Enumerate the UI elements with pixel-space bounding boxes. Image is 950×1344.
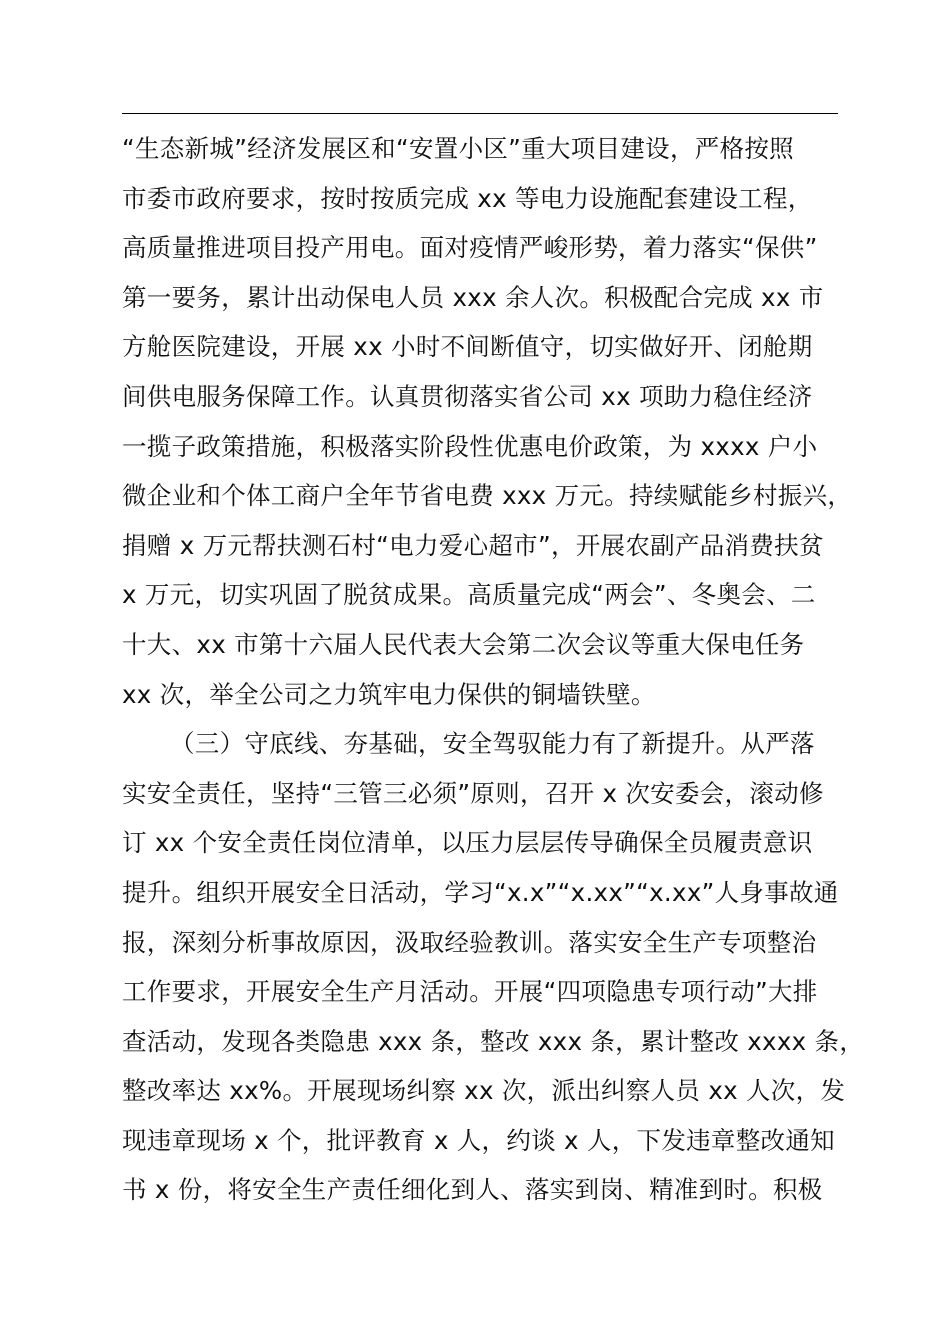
text-line: 订 xx 个安全责任岗位清单，以压力层层传导确保全员履责意识 [122,828,813,858]
text-line: 整改率达 xx%。开展现场纠察 xx 次，派出纠察人员 xx 人次，发 [122,1076,846,1106]
text-line: 第一要务，累计出动保电人员 xxx 余人次。积极配合完成 xx 市 [122,282,824,312]
text-line: 微企业和个体工商户全年节省电费 xxx 万元。持续赋能乡村振兴， [122,481,853,511]
text-line: 间供电服务保障工作。认真贯彻落实省公司 xx 项助力稳住经济 [122,381,813,411]
text-line-indented: （三）守底线、夯基础，安全驾驭能力有了新提升。从严落 [170,729,815,759]
text-line: 市委市政府要求，按时按质完成 xx 等电力设施配套建设工程， [122,183,813,213]
text-line: 捐赠 x 万元帮扶测石村“电力爱心超市”，开展农副产品消费扶贫 [122,530,824,560]
text-line: xx 次，举全公司之力筑牢电力保供的铜墙铁壁。 [122,679,656,709]
text-line: 实安全责任，坚持“三管三必须”原则，召开 x 次安委会，滚动修 [122,778,824,808]
text-line: 报，深刻分析事故原因，汲取经验教训。落实安全生产专项整治 [122,927,817,957]
body-text [122,124,865,1215]
text-line: 查活动，发现各类隐患 xxx 条，整改 xxx 条，累计整改 xxxx 条， [122,1026,865,1056]
text-line: x 万元，切实巩固了脱贫成果。高质量完成“两会”、冬奥会、二 [122,580,816,610]
text-line: 方舱医院建设，开展 xx 小时不间断值守，切实做好开、闭舱期 [122,332,813,362]
text-line: 提升。组织开展安全日活动，学习“x.x”“x.xx”“x.xx”人身事故通 [122,877,839,907]
text-line: 一揽子政策措施，积极落实阶段性优惠电价政策，为 xxxx 户小 [122,431,818,461]
text-line: “生态新城”经济发展区和“安置小区”重大项目建设，严格按照 [122,134,794,163]
text-line: 工作要求，开展安全生产月活动。开展“四项隐患专项行动”大排 [122,977,818,1007]
text-line: 书 x 份，将安全生产责任细化到人、落实到岗、精准到时。积极 [122,1175,823,1205]
text-line: 现违章现场 x 个，批评教育 x 人，约谈 x 人，下发违章整改通知 [122,1125,835,1155]
text-line: 高质量推进项目投产用电。面对疫情严峻形势，着力落实“保供” [122,233,818,263]
text-line: 十大、xx 市第十六届人民代表大会第二次会议等重大保电任务 [122,629,805,659]
header-rule [122,113,838,114]
paragraph-1 [122,124,862,719]
paragraph-2 [122,719,865,1215]
